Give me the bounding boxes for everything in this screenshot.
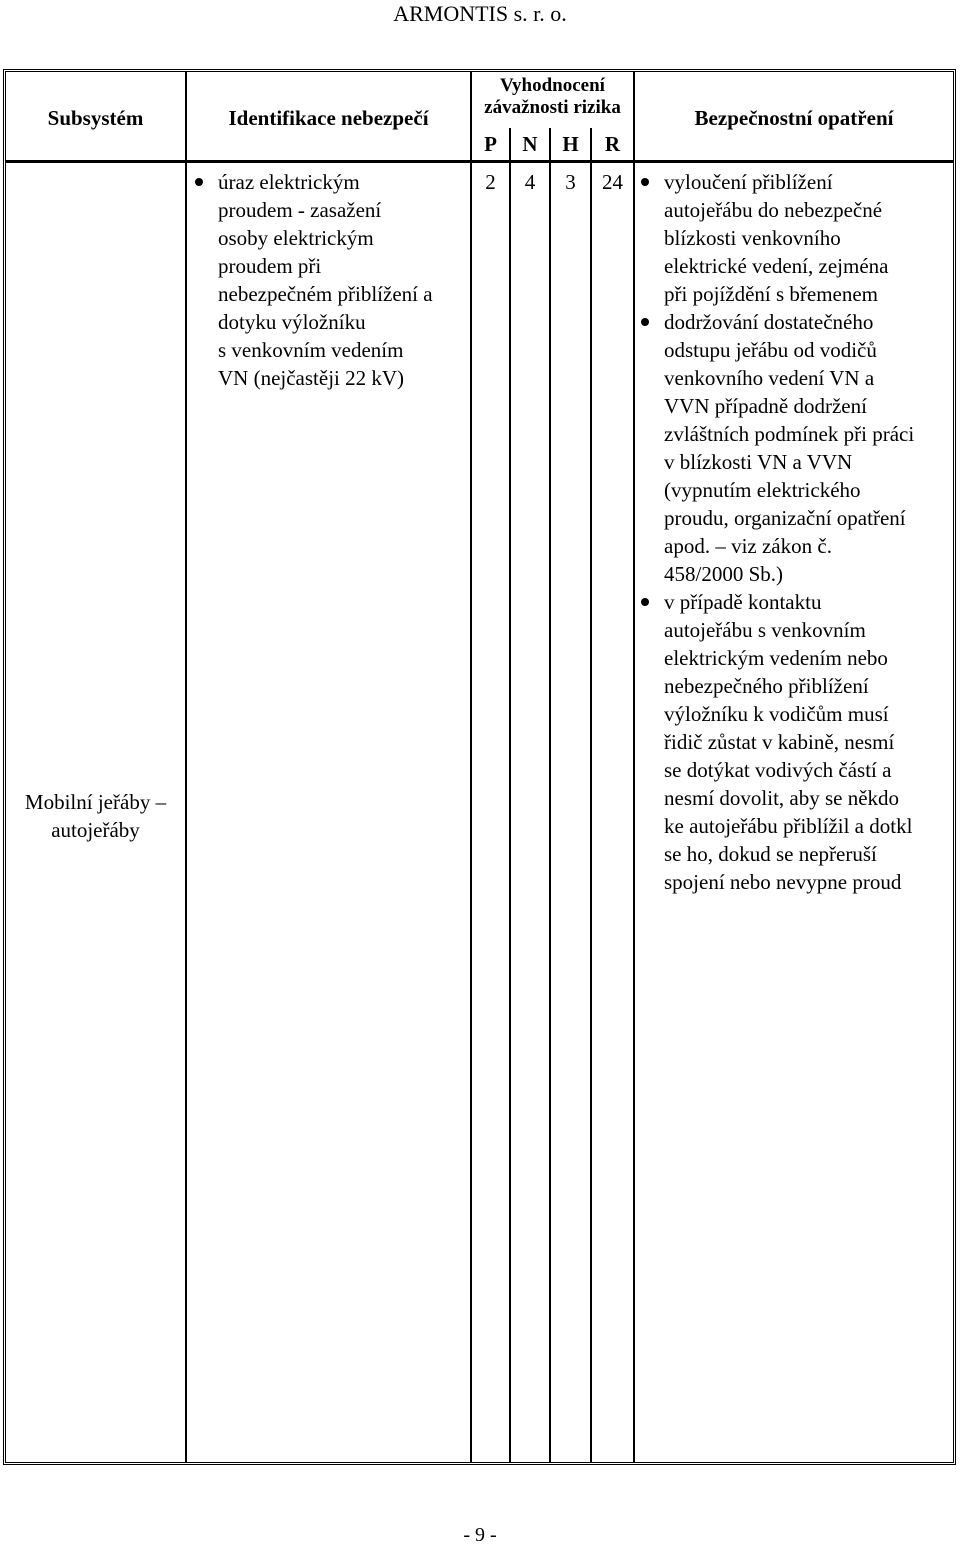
value-r: 24 (602, 170, 623, 194)
value-h: 3 (565, 170, 576, 194)
measures-cell (638, 168, 953, 896)
header-n: N (522, 132, 538, 156)
measure-line: vyloučení přiblížení (664, 170, 833, 194)
bullet-icon (195, 178, 203, 186)
measure-line: elektrické vedení, zejména (664, 254, 889, 278)
measure-line: dodržování dostatečného (664, 310, 874, 334)
hazard-line: úraz elektrickým (218, 170, 360, 194)
measure-line: nesmí dovolit, aby se někdo (664, 786, 900, 810)
measure-line: VVN případně dodržení (664, 394, 867, 418)
measure-line: řidič zůstat v kabině, nesmí (664, 730, 895, 754)
hazard-item (192, 168, 467, 392)
hazard-line: dotyku výložníku (218, 310, 366, 334)
hazard-line: nebezpečném přiblížení a (218, 282, 433, 306)
value-p: 2 (485, 170, 496, 194)
col-divider-n (549, 128, 551, 1462)
measure-line: 458/2000 Sb.) (664, 562, 784, 586)
measure-line: ke autojeřábu přiblížil a dotkl (664, 814, 913, 838)
header-p: P (484, 132, 497, 156)
subsystem-line-1: Mobilní jeřáby – (24, 790, 167, 814)
measure-line: autojeřábu s venkovním (664, 618, 866, 642)
header-h: H (562, 132, 579, 156)
header-hazard: Identifikace nebezpečí (228, 106, 429, 130)
bullet-icon (641, 178, 649, 186)
measure-line: zvláštních podmínek při práci (664, 422, 915, 446)
col-divider-p (509, 128, 511, 1462)
bullet-icon (641, 598, 649, 606)
measure-line: odstupu jeřábu od vodičů (664, 338, 877, 362)
bullet-icon (641, 318, 649, 326)
measure-line: při pojíždění s břemenem (664, 282, 879, 306)
measure-line: spojení nebo nevypne proud (664, 870, 902, 894)
hazard-line: proudem při (218, 254, 322, 278)
col-divider-subsystem (185, 72, 187, 1462)
subsystem-cell (6, 788, 185, 844)
col-divider-hazard (470, 72, 472, 1462)
value-n: 4 (524, 170, 536, 194)
measure-line: elektrickým vedením nebo (664, 646, 888, 670)
header-measures: Bezpečnostní opatření (694, 106, 894, 130)
measure-item (638, 168, 953, 308)
measure-line: se ho, dokud se nepřeruší (664, 842, 877, 866)
col-divider-r (633, 72, 635, 1462)
hazard-line: VN (nejčastěji 22 kV) (218, 366, 405, 390)
page-number: - 9 - (463, 1524, 497, 1546)
measure-line: v případě kontaktu (664, 590, 822, 614)
risk-table (3, 69, 956, 1465)
hazard-line: s venkovním vedením (218, 338, 404, 362)
measure-line: se dotýkat vodivých částí a (664, 758, 892, 782)
measure-line: (vypnutím elektrického (664, 478, 861, 502)
measure-line: proudu, organizační opatření (664, 506, 906, 530)
page-header-company: ARMONTIS s. r. o. (393, 1, 567, 26)
measure-line: nebezpečného přiblížení (664, 674, 869, 698)
hazard-cell (192, 168, 467, 392)
header-risk-eval-line2: závažnosti rizika (484, 97, 621, 118)
hazard-line: proudem - zasažení (218, 198, 382, 222)
header-r: R (604, 132, 621, 156)
measure-line: blízkosti venkovního (664, 226, 841, 250)
header-risk-eval-line1: Vyhodnocení (500, 75, 605, 96)
measure-line: v blízkosti VN a VVN (664, 450, 853, 474)
hazard-line: osoby elektrickým (218, 226, 374, 250)
measure-line: apod. – viz zákon č. (664, 534, 832, 558)
measure-item (638, 588, 953, 896)
measure-line: autojeřábu do nebezpečné (664, 198, 883, 222)
header-subsystem: Subsystém (47, 106, 144, 130)
header-divider (6, 160, 953, 163)
measure-line: venkovního vedení VN a (664, 366, 875, 390)
measure-item (638, 308, 953, 588)
col-divider-h (590, 128, 592, 1462)
subsystem-line-2: autojeřáby (51, 818, 140, 842)
measure-line: výložníku k vodičům musí (664, 702, 889, 726)
